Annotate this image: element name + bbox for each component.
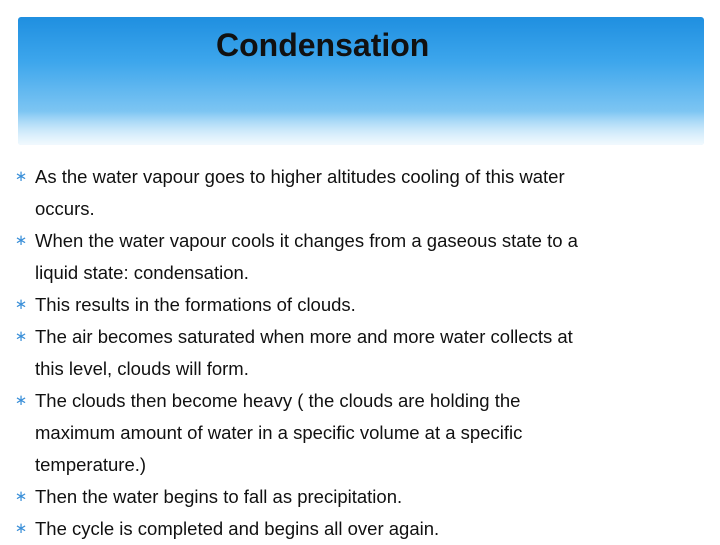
bullet-text-line: This results in the formations of clouds.: [35, 294, 356, 315]
bullet-text-line: liquid state: condensation.: [35, 262, 249, 283]
bullet-text-line: maximum amount of water in a specific volume at a specific: [35, 422, 523, 443]
bullet-icon: ∗: [14, 232, 28, 249]
slide-title: Condensation: [216, 27, 430, 63]
bullet-icon: ∗: [14, 168, 28, 185]
bullet-icon: ∗: [14, 328, 28, 345]
bullet-item: [14, 161, 704, 225]
bullet-item: [14, 225, 704, 289]
bullet-item: [14, 513, 704, 545]
bullet-text-line: occurs.: [35, 198, 95, 219]
bullet-text-line: this level, clouds will form.: [35, 358, 249, 379]
bullet-text-line: The air becomes saturated when more and more water collects at: [35, 326, 573, 347]
bullet-text-line: Then the water begins to fall as precipitation.: [35, 486, 403, 507]
bullet-icon: ∗: [14, 392, 28, 409]
bullet-icon: ∗: [14, 296, 28, 313]
bullet-item: [14, 289, 704, 321]
bullet-text-line: The cycle is completed and begins all over again.: [35, 518, 440, 539]
title-banner: [18, 17, 704, 145]
bullet-item: [14, 385, 704, 481]
bullet-item: [14, 481, 704, 513]
bullet-text-line: As the water vapour goes to higher altitudes cooling of this water: [35, 166, 565, 187]
bullet-text-line: temperature.): [35, 454, 147, 475]
bullet-icon: ∗: [14, 488, 28, 505]
bullet-item: [14, 321, 704, 385]
bullet-text-line: The clouds then become heavy ( the clouds are holding the: [35, 390, 521, 411]
bullet-text-line: When the water vapour cools it changes from a gaseous state to a: [35, 230, 578, 251]
bullet-list: [14, 161, 704, 545]
bullet-icon: ∗: [14, 520, 28, 537]
